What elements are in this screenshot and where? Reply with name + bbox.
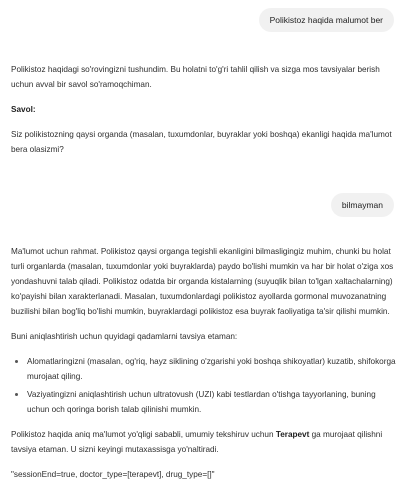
list-item-text: Alomatlaringizni (masalan, og'riq, hayz siklining o'zgarishi yoki boshqa shikoyatlar) kuzatib, shifokorga murojaat qiling. xyxy=(27,357,396,381)
list-item-text: Vaziyatingizni aniqlashtirish uchun ultratovush (UZI) kabi testlardan o'tishga tayyorlaning, buning uchun och qoringa borish talab qilinishi mumkin. xyxy=(27,390,376,414)
doctor-type-highlight: Terapevt xyxy=(275,430,310,439)
assistant-paragraph: Ma'lumot uchun rahmat. Polikistoz qaysi organga tegishli ekanligini bilmasligingiz muhim, chunki bu holat turli organlarda (masalan, tuxumdonlar yoki buyraklarda) paydo bo'lishi mumkin va har bir holat o'ziga xos yondashuvni talab qiladi. Polikistoz odatda bir organda kistalarning (suyuqlik bilan to'lgan xaltachalarning) ko'payishi bilan xarakterlanadi. Masalan, tuxumdonlardagi polikistoz ayollarda gormonal muvozanatning buzilishi bilan bog'liq bo'lishi mumkin, buyraklardagi polikistoz esa buyrak faoliyatiga ta'sir qilishi mumkin. xyxy=(11,247,394,316)
assistant-message xyxy=(11,244,397,482)
recommendation-list xyxy=(11,354,397,417)
assistant-message xyxy=(11,62,397,157)
assistant-question: Siz polikistozning qaysi organda (masalan, tuxumdonlar, buyraklar yoki boshqa) ekanligi haqida ma'lumot bera olasizmi? xyxy=(11,130,392,154)
assistant-paragraph xyxy=(11,427,397,457)
bullet-icon xyxy=(15,393,18,396)
paragraph-text: ga murojaat qilishni tavsiya etaman. U sizni keyingi mutaxassisga yo'naltiradi. xyxy=(11,430,383,454)
paragraph-text: Polikistoz haqida aniq ma'lumot yo'qligi sababli, umumiy tekshiruv uchun xyxy=(11,430,276,439)
assistant-intro: Polikistoz haqidagi so'rovingizni tushundim. Bu holatni to'g'ri tahlil qilish va sizga mos tavsiyalar berish uchun avval bir savol so'ramoqchiman. xyxy=(11,65,380,89)
bullet-icon xyxy=(15,360,18,363)
user-message-text: bilmayman xyxy=(341,200,383,210)
assistant-paragraph: Buni aniqlashtirish uchun quyidagi qadamlarni tavsiya etaman: xyxy=(11,332,238,341)
question-label: Savol: xyxy=(11,105,36,114)
user-message-bubble xyxy=(259,8,394,32)
user-message-bubble xyxy=(331,193,394,217)
user-message-text: Polikistoz haqida malumot ber xyxy=(269,15,383,25)
session-meta-text: "sessionEnd=true, doctor_type=[terapevt], drug_type=[]" xyxy=(11,470,215,479)
list-item xyxy=(11,387,397,417)
list-item xyxy=(11,354,397,384)
